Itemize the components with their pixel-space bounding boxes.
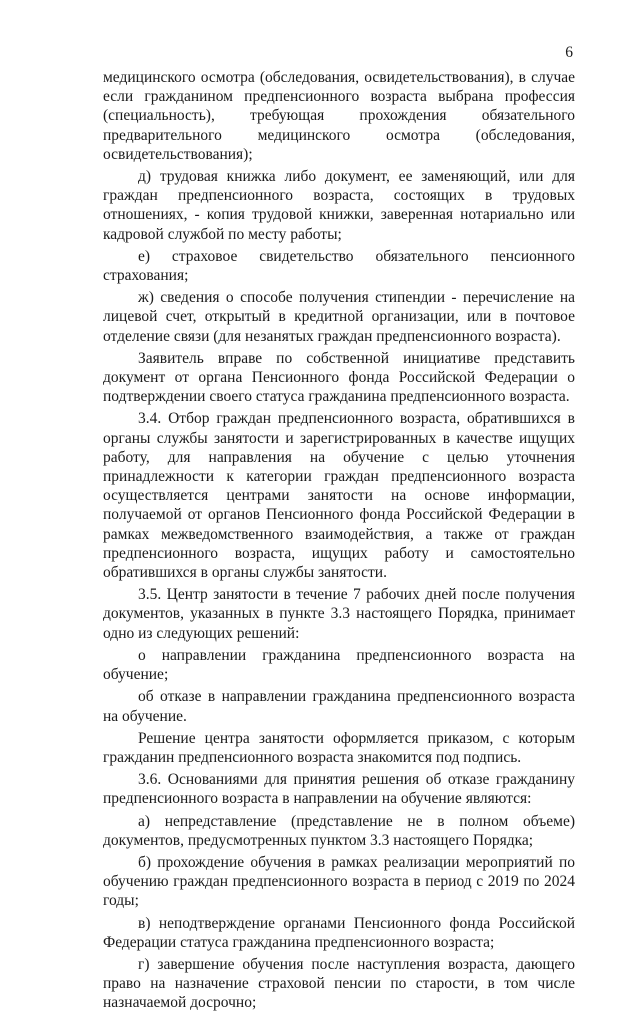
paragraph-ground-b: б) прохождение обучения в рамках реализации мероприятий по обучению граждан предпенсионного возраста в период с 2019 по 2024 годы; [103, 853, 575, 910]
paragraph-3-4-selection: 3.4. Отбор граждан предпенсионного возраста, обратившихся в органы службы занятости и зарегистрированных в качестве ищущих работу, для направления на обучение с целью уточнения принадлежности к категории граждан предпенсионного возраста осуществляется центрами занятости на основе информации, получаемой от органов Пенсионного фонда Российской Федерации в рамках межведомственного взаимодействия, а также от граждан предпенсионного возраста, ищущих работу и самостоятельно обратившихся в органы службы занятости. [103, 410, 575, 582]
paragraph-decision-refuse: об отказе в направлении гражданина предпенсионного возраста на обучение. [103, 688, 575, 725]
paragraph-item-e-insurance-certificate: е) страховое свидетельство обязательного пенсионного страхования; [103, 247, 575, 285]
paragraph-decision-approve: о направлении гражданина предпенсионного возраста на обучение; [103, 646, 575, 684]
paragraph-order-acknowledgement: Решение центра занятости оформляется приказом, с которым гражданин предпенсионного возраста знакомится под подпись. [103, 729, 575, 766]
page-number: 6 [565, 44, 573, 61]
document-body [103, 68, 575, 1016]
paragraph-ground-g: г) завершение обучения после наступления возраста, дающего право на назначение страховой пенсии по старости, в том числе назначаемой досрочно; [103, 955, 575, 1012]
paragraph-item-d-work-book: д) трудовая книжка либо документ, ее заменяющий, или для граждан предпенсионного возраста, состоящих в трудовых отношениях, - копия трудовой книжки, заверенная нотариально или кадровой службой по месту работы; [103, 168, 575, 243]
paragraph-medical-exam-continuation: медицинского осмотра (обследования, освидетельствования), в случае если гражданином предпенсионного возраста выбрана профессия (специальность), требующая прохождения обязательного предварительного медицинского осмотра (обследования, освидетельствования); [103, 69, 575, 163]
paragraph-ground-v: в) неподтверждение органами Пенсионного фонда Российской Федерации статуса гражданина предпенсионного возраста; [103, 914, 575, 951]
paragraph-3-5-decision: 3.5. Центр занятости в течение 7 рабочих дней после получения документов, указанных в пункте 3.3 настоящего Порядка, принимает одно из следующих решений: [103, 586, 575, 642]
paragraph-ground-a: а) непредставление (представление не в полном объеме) документов, предусмотренных пунктом 3.3 настоящего Порядка; [103, 812, 575, 849]
paragraph-item-zh-stipend-method: ж) сведения о способе получения стипендии - перечисление на лицевой счет, открытый в кредитной организации, или в почтовое отделение связи (для незанятых граждан предпенсионного возраста). [103, 289, 575, 345]
paragraph-applicant-right: Заявитель вправе по собственной инициативе представить документ от органа Пенсионного фонда Российской Федерации о подтверждении своего статуса гражданина предпенсионного возраста. [103, 349, 575, 406]
paragraph-3-6-refusal-grounds: 3.6. Основаниями для принятия решения об отказе гражданину предпенсионного возраста в направлении на обучение являются: [103, 771, 575, 808]
